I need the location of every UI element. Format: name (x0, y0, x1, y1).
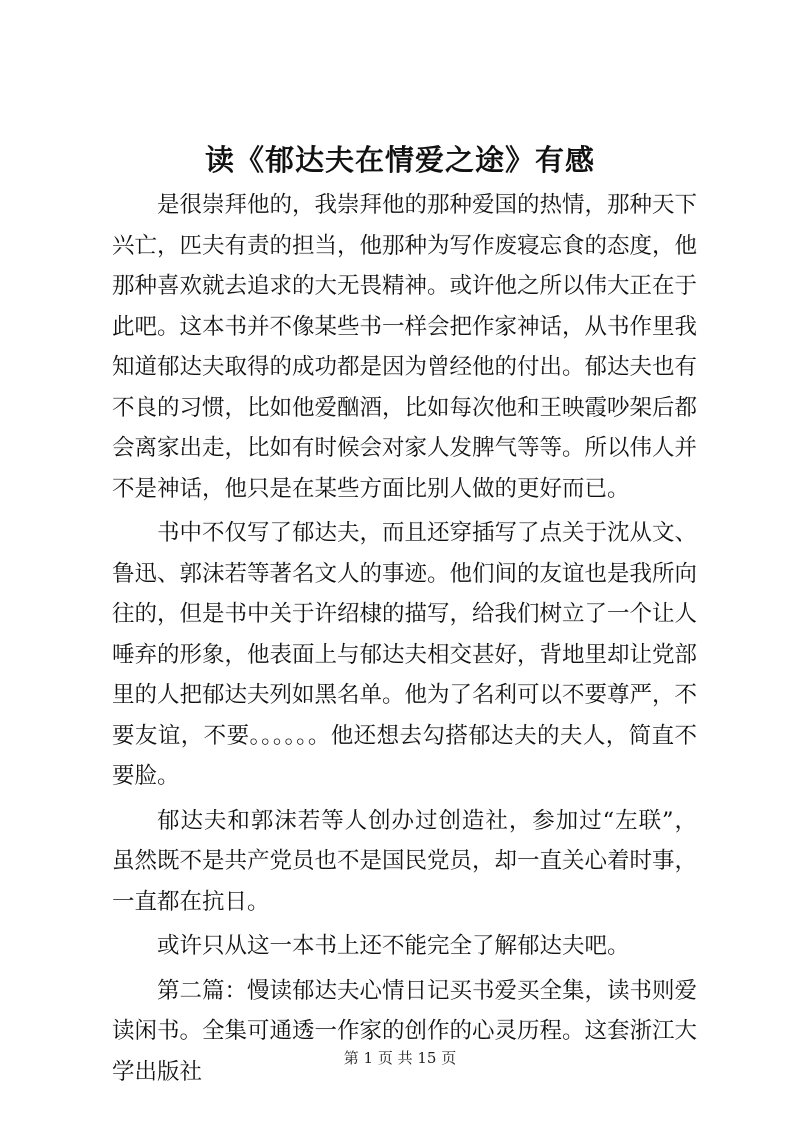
paragraph: 郁达夫和郭沫若等人创办过创造社，参加过“左联”，虽然既不是共产党员也不是国民党员，却一直关心着时事，一直都在抗日。 (112, 807, 698, 915)
document-body (112, 185, 697, 1096)
paragraph: 或许只从这一本书上还不能完全了解郁达夫吧。 (157, 933, 630, 959)
paragraph: 是很崇拜他的，我崇拜他的那种爱国的热情，那种天下兴亡，匹夫有责的担当，他那种为写作废寝忘食的态度，他那种喜欢就去追求的大无畏精神。或许他之所以伟大正在于此吧。这本书并不像某些书一样会把作家神话，从书作里我知道郁达夫取得的成功都是因为曾经他的付出。郁达夫也有不良的习惯，比如他爱酗酒，比如每次他和王映霞吵架后都会离家出走，比如有时候会对家人发脾气等等。所以伟人并不是神话，他只是在某些方面比别人做的更好而已。 (112, 192, 698, 502)
page-number-footer: 第 1 页 共 15 页 (343, 1049, 457, 1067)
paragraph: 书中不仅写了郁达夫，而且还穿插写了点关于沈从文、鲁迅、郭沫若等著名文人的事迹。他们间的友谊也是我所向往的，但是书中关于许绍棣的描写，给我们树立了一个让人唾弃的形象，他表面上与郁达夫相交甚好，背地里却让党部里的人把郁达夫列如黑名单。他为了名利可以不要尊严，不要友谊，不要。。。。。。他还想去勾搭郁达夫的夫人，简直不要脸。 (112, 520, 698, 789)
paragraph: 第二篇：慢读郁达夫心情日记买书爱买全集，读书则爱读闲书。全集可通透一作家的创作的心灵历程。这套浙江大学出版社 (112, 977, 698, 1085)
document-title: 读《郁达夫在情爱之途》有感 (204, 143, 595, 177)
